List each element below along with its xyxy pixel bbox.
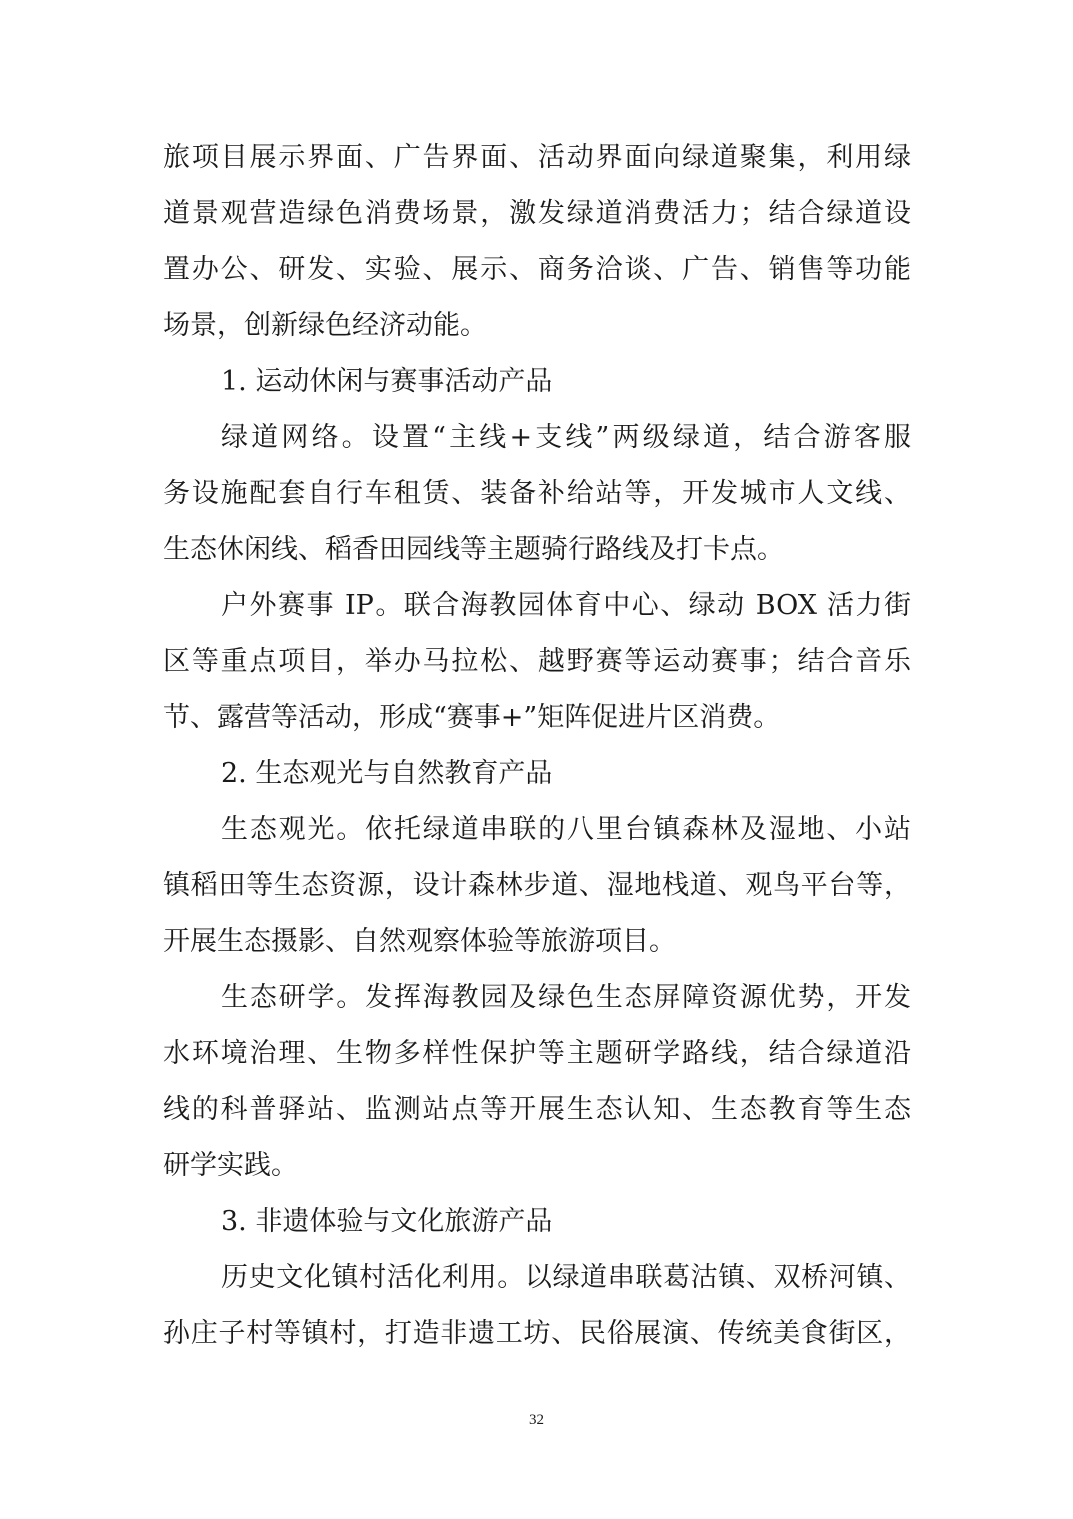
- text-line-18: 线的科普驿站、监测站点等开展生态认知、生态教育等生态: [163, 1094, 911, 1125]
- text-line-19: 研学实践。: [163, 1150, 298, 1181]
- text-line-4: 场景，创新绿色经济动能。: [163, 310, 487, 341]
- text-line-10: 区等重点项目，举办马拉松、越野赛等运动赛事；结合音乐: [163, 646, 911, 677]
- text-line-3: 置办公、研发、实验、展示、商务洽谈、广告、销售等功能: [163, 254, 911, 285]
- text-line-14: 镇稻田等生态资源，设计森林步道、湿地栈道、观鸟平台等，: [163, 870, 911, 901]
- section-heading-1: 1. 运动休闲与赛事活动产品: [221, 366, 553, 397]
- text-line-8: 生态休闲线、稻香田园线等主题骑行路线及打卡点。: [163, 534, 784, 565]
- text-line-2: 道景观营造绿色消费场景，激发绿道消费活力；结合绿道设: [163, 198, 911, 229]
- section-heading-3: 3. 非遗体验与文化旅游产品: [221, 1206, 553, 1237]
- section-heading-2: 2. 生态观光与自然教育产品: [221, 758, 553, 789]
- text-line-22: 孙庄子村等镇村，打造非遗工坊、民俗展演、传统美食街区，: [163, 1318, 911, 1349]
- text-line-9: 户外赛事 IP。联合海教园体育中心、绿动 BOX 活力街: [221, 590, 911, 621]
- page-number: 32: [529, 1412, 544, 1428]
- text-line-21: 历史文化镇村活化利用。以绿道串联葛沽镇、双桥河镇、: [221, 1262, 911, 1293]
- text-line-17: 水环境治理、生物多样性保护等主题研学路线，结合绿道沿: [163, 1038, 911, 1069]
- text-line-15: 开展生态摄影、自然观察体验等旅游项目。: [163, 926, 676, 957]
- text-line-13: 生态观光。依托绿道串联的八里台镇森林及湿地、小站: [221, 814, 911, 845]
- text-line-7: 务设施配套自行车租赁、装备补给站等，开发城市人文线、: [163, 478, 911, 509]
- text-line-6: 绿道网络。设置“主线+支线”两级绿道，结合游客服: [221, 422, 911, 453]
- text-line-1: 旅项目展示界面、广告界面、活动界面向绿道聚集，利用绿: [163, 142, 911, 173]
- text-line-16: 生态研学。发挥海教园及绿色生态屏障资源优势，开发: [221, 982, 911, 1013]
- text-line-11: 节、露营等活动，形成“赛事+”矩阵促进片区消费。: [163, 702, 781, 733]
